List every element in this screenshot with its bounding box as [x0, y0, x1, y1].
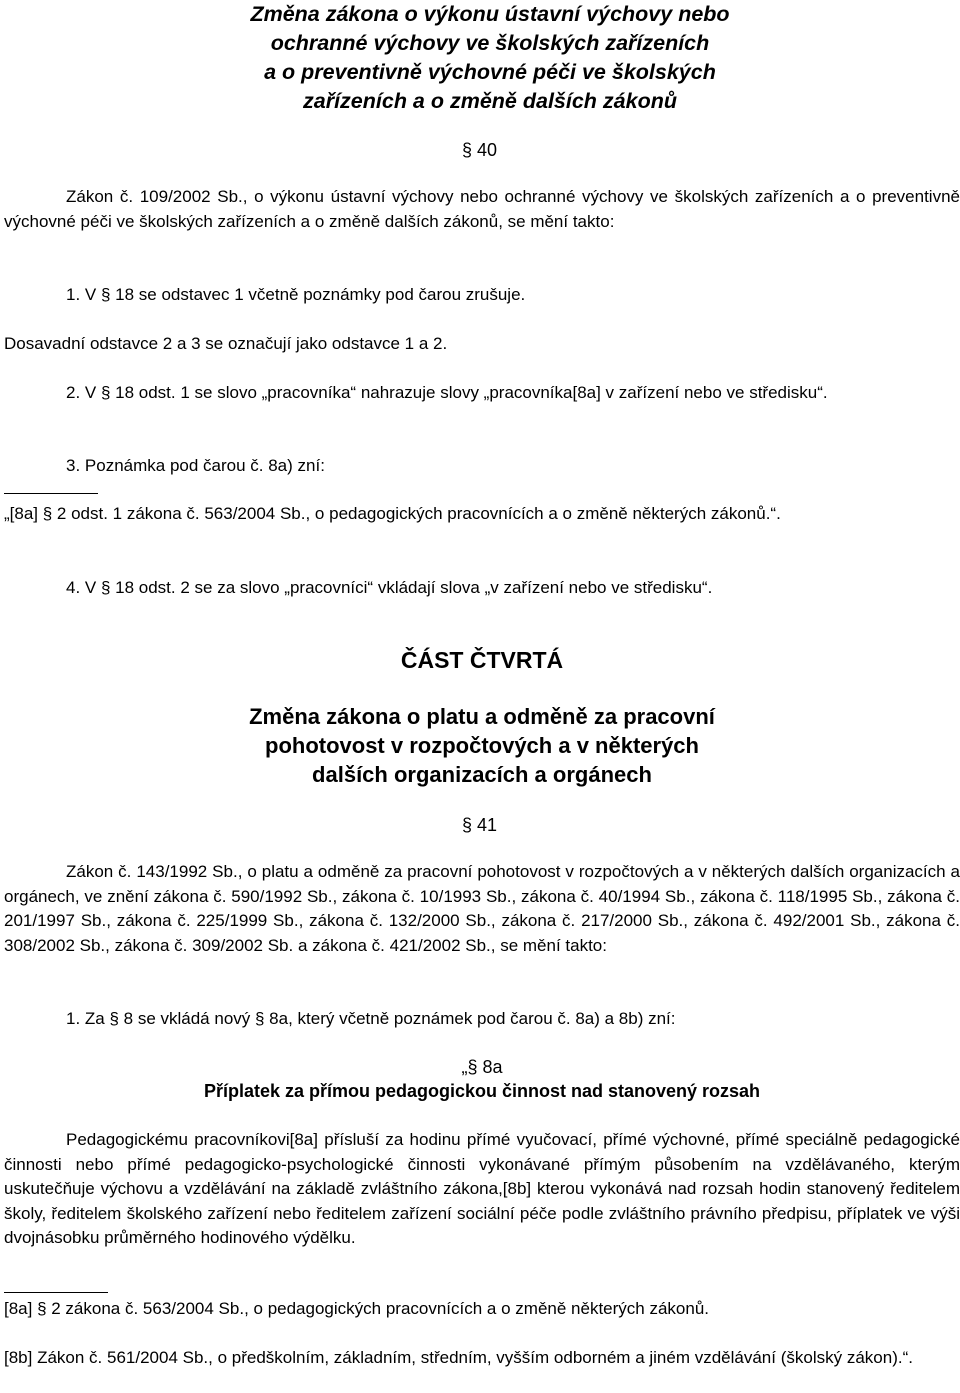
part4-title-line: pohotovost v rozpočtových a v některých — [265, 733, 699, 758]
part3-title-line: Změna zákona o výkonu ústavní výchovy nebo — [250, 2, 730, 26]
new-section-number: „§ 8a — [461, 1057, 503, 1077]
part4-item-1: 1. Za § 8 se vkládá nový § 8a, který včetně poznámek pod čarou č. 8a) a 8b) zní: — [66, 1009, 676, 1028]
footnote-rule — [4, 1292, 108, 1293]
part3-item-1: 1. V § 18 se odstavec 1 včetně poznámky pod čarou zrušuje. — [66, 285, 526, 304]
part3-title-line: ochranné výchovy ve školských zařízeních — [270, 31, 710, 55]
part3-title — [180, 0, 800, 116]
footnote-rule — [4, 493, 98, 494]
new-section-text: Pedagogickému pracovníkovi[8a] přísluší za hodinu přímé vyučovací, přímé výchovné, přímé speciálně pedagogické činnosti nebo přímé pedagogicko-psychologické činnosti vykonávané přímým působením na vzdělávaného, kterým uskutečňuje výchovu a vzdělávání na základě zvláštního zákona,[8b] kterou vykonává nad rozsah hodin stanovený ředitelem školy, ředitelem školského zařízení nebo ředitelem zařízení sociální péče podle zvláštního právního předpisu, příplatek ve výši dvojnásobku průměrného hodinového výdělku. — [4, 1130, 960, 1247]
part3-item-2: 2. V § 18 odst. 1 se slovo „pracovníka“ nahrazuje slovy „pracovníka[8a] v zařízení nebo ve středisku“. — [66, 383, 828, 402]
footnote-8a: [8a] § 2 zákona č. 563/2004 Sb., o pedagogických pracovnících a o změně některých zákonů. — [4, 1299, 710, 1318]
footnote-8b: [8b] Zákon č. 561/2004 Sb., o předškolním, základním, středním, vyšším odborném a jiném vzdělávání (školský zákon).“. — [4, 1348, 913, 1367]
part4-intro: Zákon č. 143/1992 Sb., o platu a odměně za pracovní pohotovost v rozpočtových a v některých dalších organizacích a orgánech, ve znění zákona č. 590/1992 Sb., zákona č. 10/1993 Sb., zákona č. 40/1994 Sb., zákona č. 118/1995 Sb., zákona č. 201/1997 Sb., zákona č. 225/1999 Sb., zákona č. 132/2000 Sb., zákona č. 217/2000 Sb., zákona č. 492/2001 Sb., zákona č. 308/2002 Sb., zákona č. 309/2002 Sb. a zákona č. 421/2002 Sb., se mění takto: — [4, 862, 960, 955]
part3-item-1b: Dosavadní odstavce 2 a 3 se označují jako odstavce 1 a 2. — [4, 334, 448, 353]
part4-title-line: dalších organizacích a orgánech — [312, 762, 652, 787]
part3-item-3: 3. Poznámka pod čarou č. 8a) zní: — [66, 456, 325, 475]
part4-heading: ČÁST ČTVRTÁ — [400, 647, 564, 673]
section-number-41: § 41 — [462, 815, 498, 835]
part3-title-line: zařízeních a o změně dalších zákonů — [303, 89, 677, 113]
new-section-title: Příplatek za přímou pedagogickou činnost nad stanovený rozsah — [203, 1081, 761, 1101]
part3-title-line: a o preventivně výchovné péči ve školských — [264, 60, 716, 84]
section-number-40: § 40 — [462, 140, 498, 160]
part4-title — [4, 702, 960, 789]
part4-title-line: Změna zákona o platu a odměně za pracovní — [249, 704, 715, 729]
part3-item-4: 4. V § 18 odst. 2 se za slovo „pracovníci“ vkládají slova „v zařízení nebo ve středisku“. — [66, 578, 713, 597]
part3-intro: Zákon č. 109/2002 Sb., o výkonu ústavní výchovy nebo ochranné výchovy ve školských zařízeních a o preventivně výchovné péči ve školských zařízeních a o změně dalších zákonů, se mění takto: — [4, 187, 960, 231]
part3-footnote: „[8a] § 2 odst. 1 zákona č. 563/2004 Sb., o pedagogických pracovnících a o změně některých zákonů.“. — [4, 504, 781, 523]
